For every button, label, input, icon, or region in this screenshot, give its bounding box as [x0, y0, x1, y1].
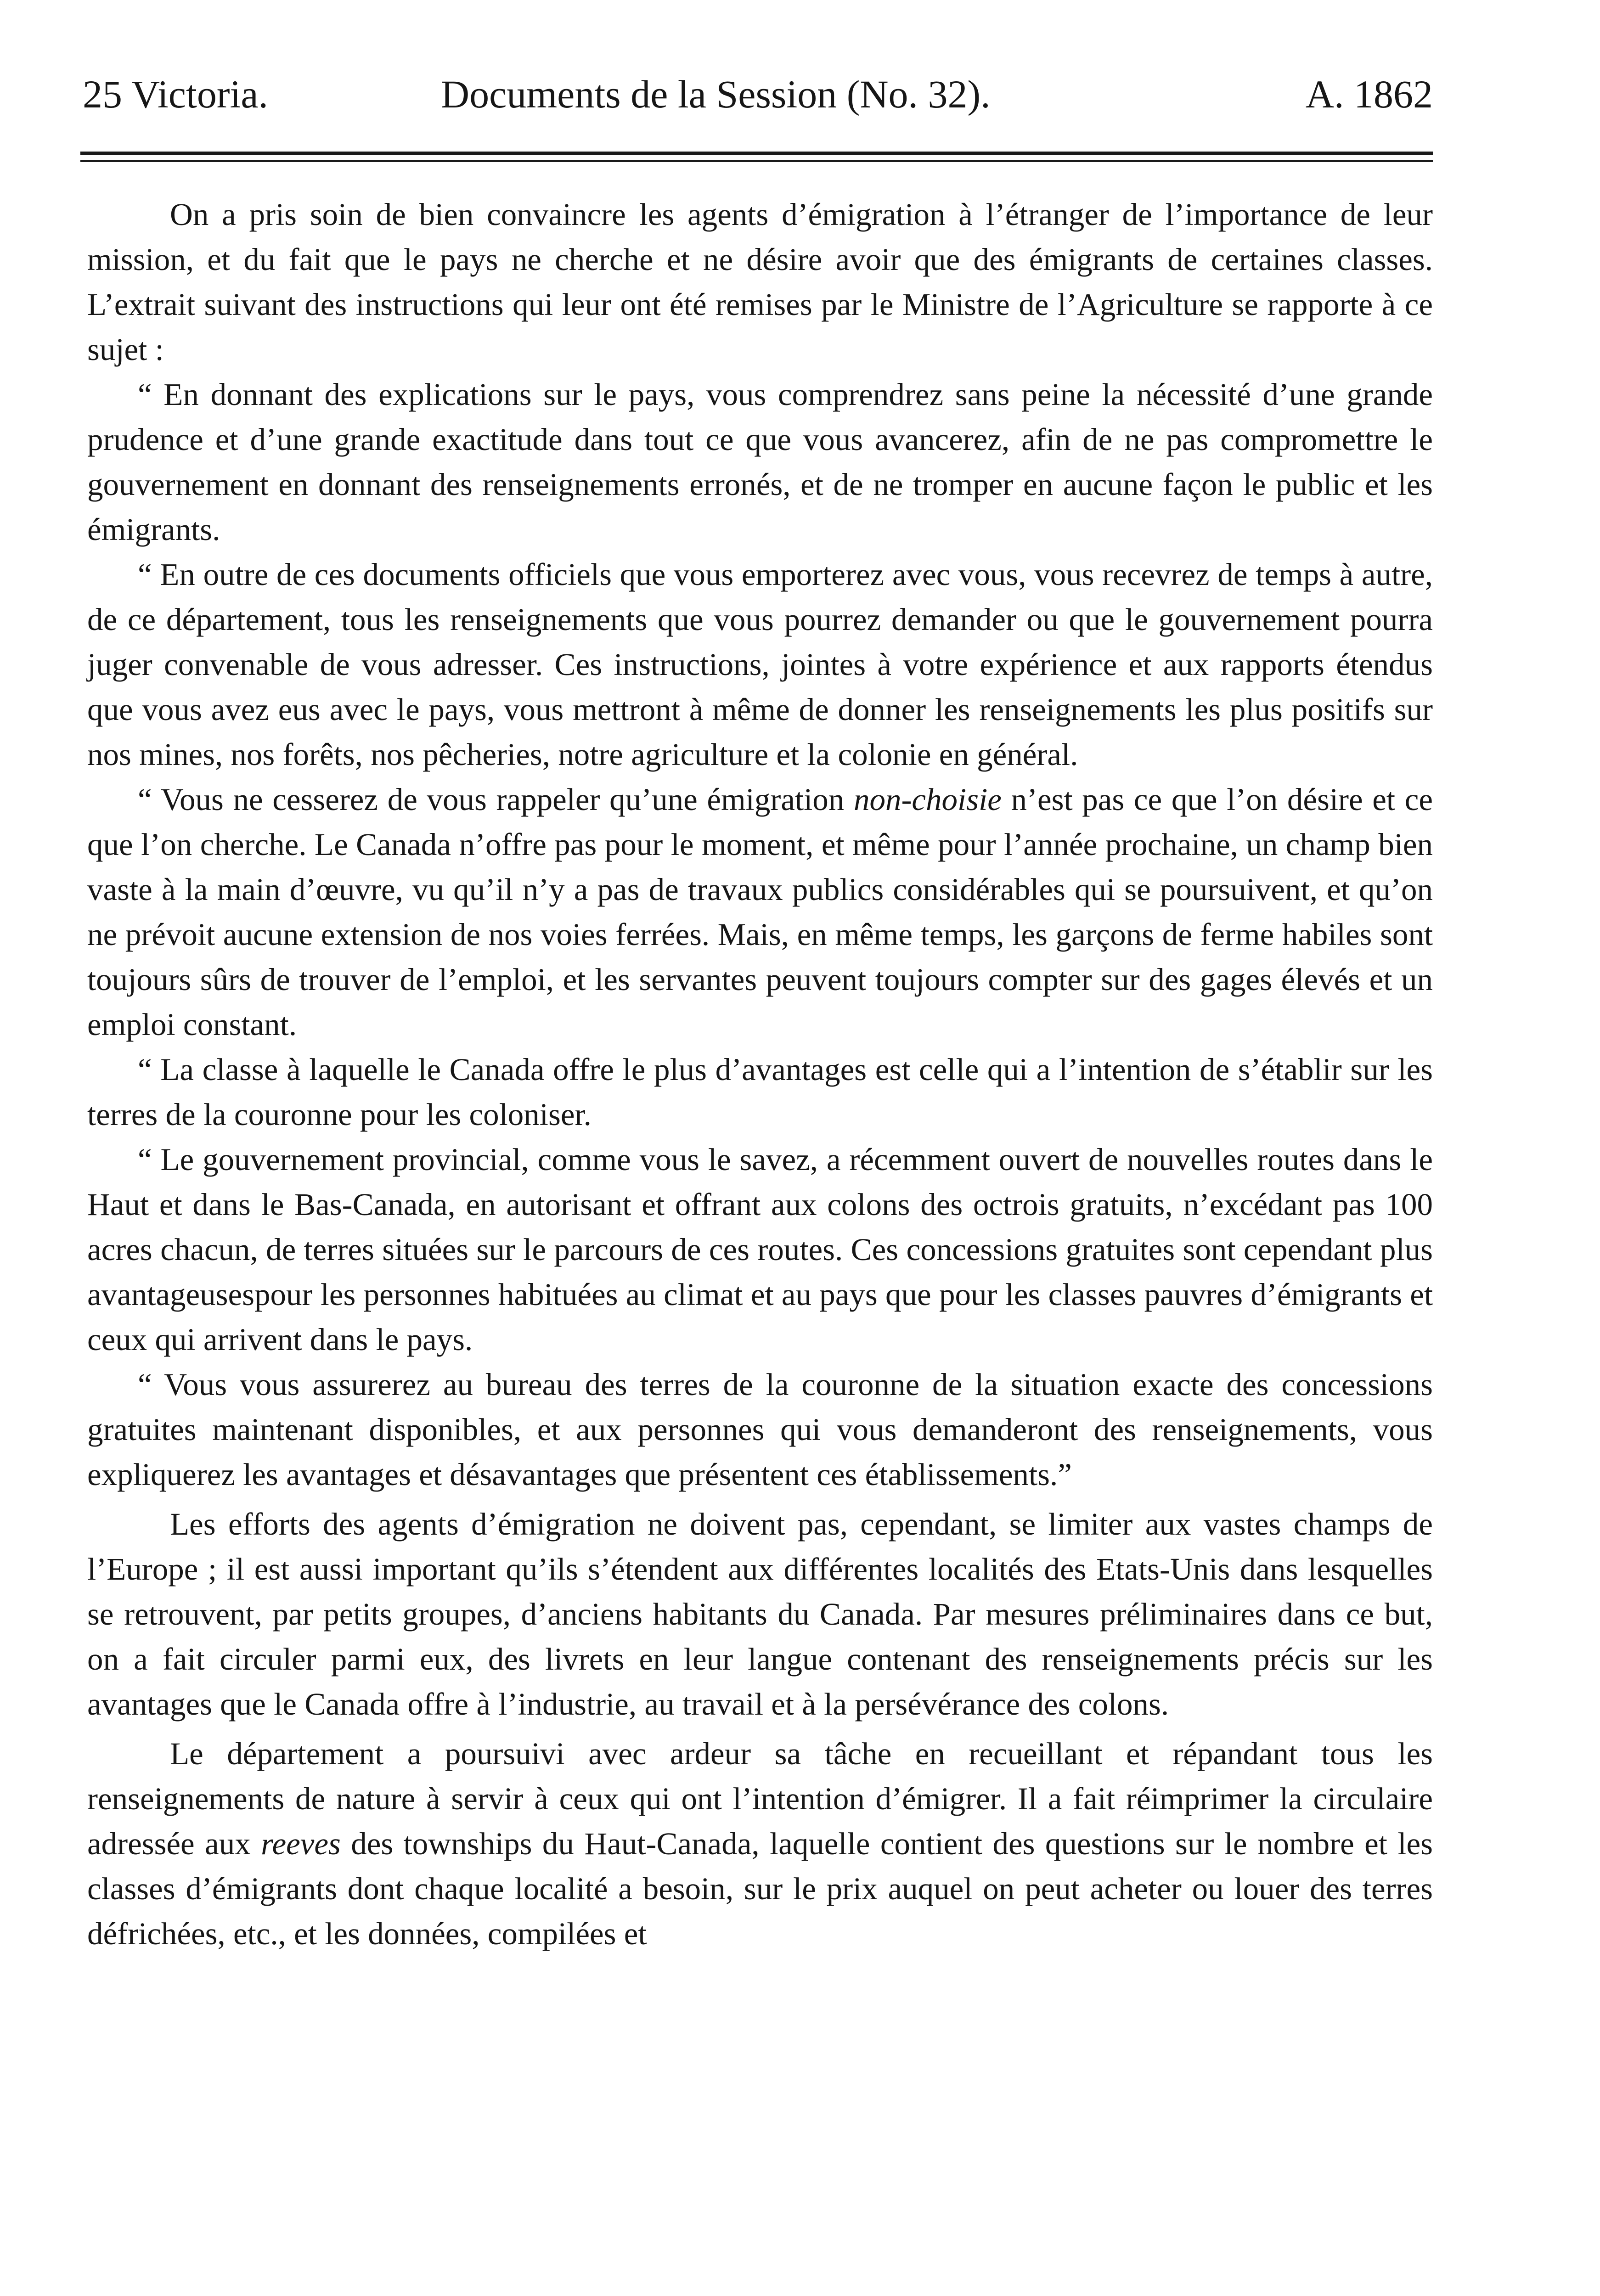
header-rule-thick	[80, 152, 1433, 155]
page-header	[83, 69, 1433, 119]
header-left: 25 Victoria.	[83, 72, 269, 116]
quote-paragraph-1: “ En donnant des explications sur le pays, vous comprendrez sans peine la nécessité d’une grande prudence et d’une grande exactitude dans tout ce que vous avancerez, afin de ne pas compromettre le gouvernement en donnant des renseignements erronés, et de ne tromper en aucune façon le public et les émigrants.	[87, 377, 1433, 547]
paragraph-department-part-2: des townships du Haut-Canada, laquelle contient des questions sur le nombre et les classes d’émigrants dont chaque localité a besoin, sur le prix auquel on peut acheter ou louer des terres défrichées, etc., et les données, compilées et	[87, 1826, 1433, 1951]
paragraph-department-part-1: Le département a poursuivi avec ardeur sa tâche en recueillant et répandant tous les renseignements de nature à servir à ceux qui ont l’intention d’émigrer. Il a fait réimprimer la circulaire adressée aux	[87, 1736, 1433, 1861]
quote-paragraph-2: “ En outre de ces documents officiels que vous emporterez avec vous, vous recevrez de temps à autre, de ce département, tous les renseignements que vous pourrez demander ou que le gouvernement pourra juger convenable de vous adresser. Ces instructions, jointes à votre expérience et aux rapports étendus que vous avez eus avec le pays, vous mettront à même de donner les renseignements les plus positifs sur nos mines, nos forêts, nos pêcheries, notre agriculture et la colonie en général.	[87, 557, 1433, 772]
italic-term-non-choisie: non-choisie	[853, 782, 1002, 817]
quote-paragraph-3	[87, 777, 1433, 1047]
paragraph-intro: On a pris soin de bien convaincre les agents d’émigration à l’étranger de l’importance de leur mission, et du fait que le pays ne cherche et ne désire avoir que des émigrants de certaines classes. L’extrait suivant des instructions qui leur ont été remises par le Ministre de l’Agriculture se rapporte à ce sujet :	[87, 197, 1433, 367]
quote-paragraph-3-part-2: n’est pas ce que l’on désire et ce que l’on cherche. Le Canada n’offre pas pour le moment, et même pour l’année prochaine, un champ bien vaste à la main d’œuvre, vu qu’il n’y a pas de travaux publics considérables qui se poursuivent, et qu’on ne prévoit aucune extension de nos voies ferrées. Mais, en même temps, les garçons de ferme habiles sont toujours sûrs de trouver de l’emploi, et les servantes peuvent toujours compter sur des gages élevés et un emploi constant.	[87, 782, 1433, 1042]
quote-paragraph-3-part-1: “ Vous ne cesserez de vous rappeler qu’une émigration	[138, 782, 854, 817]
italic-term-reeves: reeves	[261, 1826, 341, 1861]
header-year: A. 1862	[1305, 72, 1433, 116]
paragraph-department	[87, 1731, 1433, 1956]
document-body	[87, 192, 1433, 1956]
header-rule-thin	[80, 160, 1433, 162]
quote-paragraph-5: “ Le gouvernement provincial, comme vous le savez, a récemment ouvert de nouvelles routes dans le Haut et dans le Bas-Canada, en autorisant et offrant aux colons des octrois gratuits, n’excédant pas 100 acres chacun, de terres situées sur le parcours de ces routes. Ces concessions gratuites sont cependant plus avantageusespour les personnes habituées au climat et au pays que pour les classes pauvres d’émigrants et ceux qui arrivent dans le pays.	[87, 1142, 1433, 1357]
paragraph-agents-efforts: Les efforts des agents d’émigration ne doivent pas, cependant, se limiter aux vastes champs de l’Europe ; il est aussi important qu’ils s’étendent aux différentes localités des Etats-Unis dans lesquelles se retrouvent, par petits groupes, d’anciens habitants du Canada. Par mesures préliminaires dans ce but, on a fait circuler parmi eux, des livrets en leur langue contenant des renseignements précis sur les avantages que le Canada offre à l’industrie, au travail et à la persévérance des colons.	[87, 1507, 1433, 1722]
quote-paragraph-6: “ Vous vous assurerez au bureau des terres de la couronne de la situation exacte des concessions gratuites maintenant disponibles, et aux personnes qui vous demanderont des renseignements, vous expliquerez les avantages et désavantages que présentent ces établissements.”	[87, 1367, 1433, 1492]
header-title: Documents de la Session (No. 32).	[441, 72, 991, 116]
quote-paragraph-4: “ La classe à laquelle le Canada offre le plus d’avantages est celle qui a l’intention de s’établir sur les terres de la couronne pour les coloniser.	[87, 1052, 1433, 1132]
